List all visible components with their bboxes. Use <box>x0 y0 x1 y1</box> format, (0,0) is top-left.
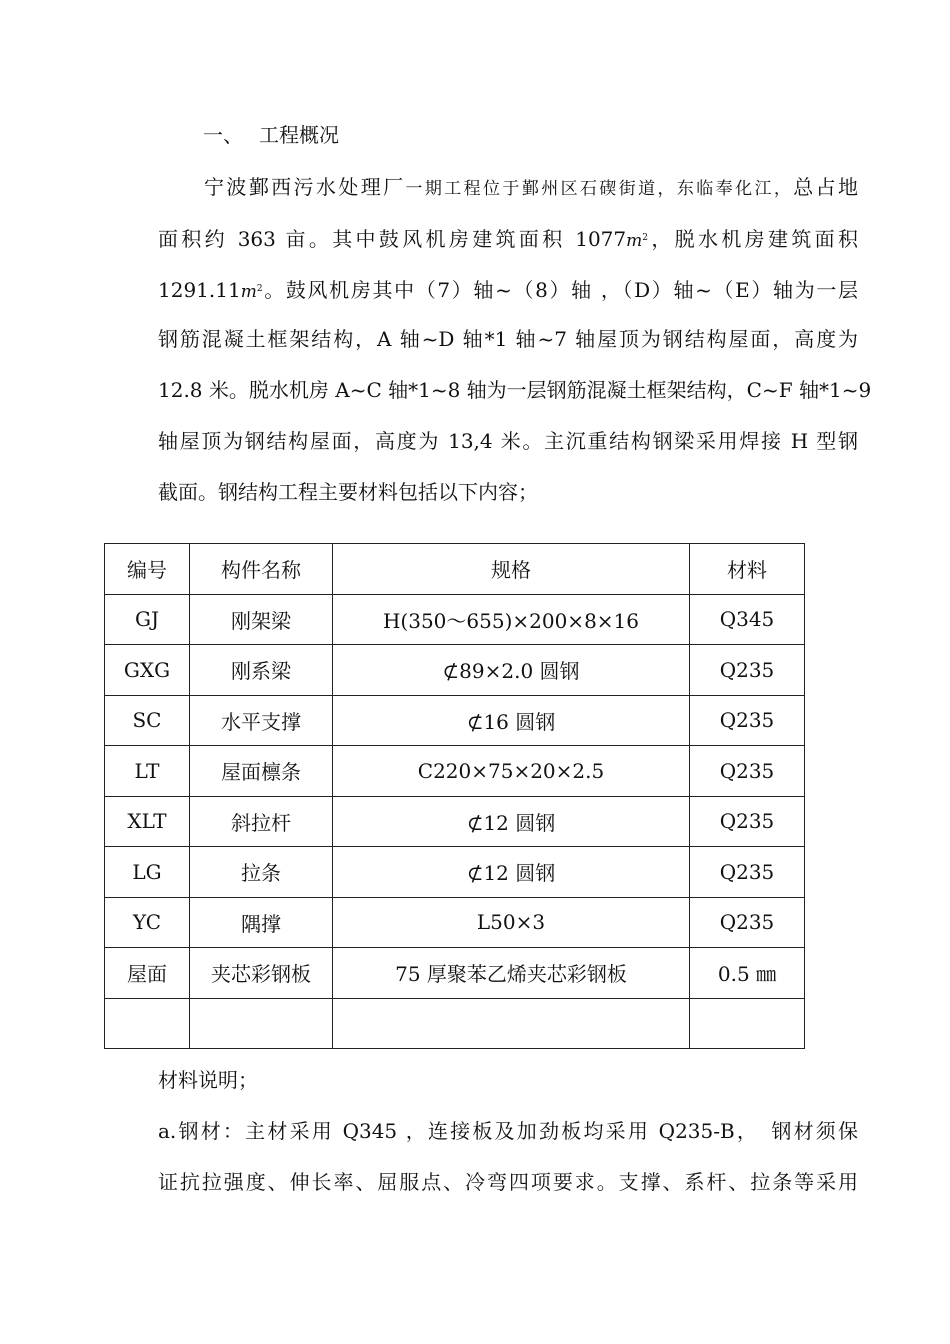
cell-code: 屋面 <box>105 948 190 999</box>
cell-material: Q235 <box>690 897 805 948</box>
cell-code <box>105 998 190 1049</box>
cell-material: Q235 <box>690 796 805 847</box>
cell-spec: ⊄89×2.0 圆钢 <box>333 645 690 696</box>
intro-line-2 <box>158 213 858 264</box>
intro-line-7: 截面。钢结构工程主要材料包括以下内容； <box>158 479 538 504</box>
cell-part-name: 拉条 <box>190 847 333 898</box>
notes-line-1: a.钢材：主材采用 Q345 ，连接板及加劲板均采用 Q235-B， 钢材须保 <box>158 1118 858 1143</box>
material-notes <box>158 1055 858 1207</box>
cell-material: Q235 <box>690 695 805 746</box>
header-code: 编号 <box>105 544 190 595</box>
header-part-name: 构件名称 <box>190 544 333 595</box>
table-header-row <box>105 544 805 595</box>
section-heading <box>203 120 339 150</box>
cell-material: 0.5 ㎜ <box>690 948 805 999</box>
cell-spec: ⊄12 圆钢 <box>333 847 690 898</box>
unit-square-meter-2: $m^2$ <box>240 281 263 302</box>
cell-spec: L50×3 <box>333 897 690 948</box>
cell-part-name: 斜拉杆 <box>190 796 333 847</box>
section-title: 工程概况 <box>259 123 339 147</box>
cell-code: XLT <box>105 796 190 847</box>
cell-material: Q235 <box>690 645 805 696</box>
unit-square-meter: $m^2$ <box>626 230 648 251</box>
cell-part-name: 水平支撑 <box>190 695 333 746</box>
table-row <box>105 948 805 999</box>
cell-material: Q345 <box>690 594 805 645</box>
header-spec: 规格 <box>333 544 690 595</box>
cell-material <box>690 998 805 1049</box>
intro-line-1-b: 一期工程位于鄞州区石碶街道，东临奉化江， <box>405 179 794 199</box>
intro-line-3 <box>158 264 858 315</box>
cell-spec: H(350～655)×200×8×16 <box>333 594 690 645</box>
intro-line-1-a: 宁波鄞西污水处理厂 <box>204 175 406 199</box>
cell-part-name: 隅撑 <box>190 897 333 948</box>
intro-line-4: 钢筋混凝土框架结构，A 轴~D 轴*1 轴~7 轴屋顶为钢结构屋面，高度为 <box>158 327 858 352</box>
cell-spec: ⊄16 圆钢 <box>333 695 690 746</box>
cell-code: GXG <box>105 645 190 696</box>
header-material: 材料 <box>690 544 805 595</box>
cell-part-name: 刚系梁 <box>190 645 333 696</box>
cell-spec: C220×75×20×2.5 <box>333 746 690 797</box>
table-row-empty <box>105 998 805 1049</box>
cell-spec <box>333 998 690 1049</box>
cell-part-name: 屋面檩条 <box>190 746 333 797</box>
cell-spec: ⊄12 圆钢 <box>333 796 690 847</box>
intro-line-1 <box>158 162 858 213</box>
intro-line-5: 12.8 米。脱水机房 A~C 轴*1~8 轴为一层钢筋混凝土框架结构，C~F 轴*1~9 <box>158 378 872 403</box>
table-row <box>105 645 805 696</box>
intro-line-2-b: ，脱水机房建筑面积 <box>648 226 858 251</box>
intro-paragraph <box>158 162 872 518</box>
cell-code: GJ <box>105 594 190 645</box>
table-row <box>105 796 805 847</box>
table-row <box>105 847 805 898</box>
table-row <box>105 695 805 746</box>
cell-spec: 75 厚聚苯乙烯夹芯彩钢板 <box>333 948 690 999</box>
cell-code: LT <box>105 746 190 797</box>
intro-line-2-a: 面积约 363 亩。其中鼓风机房建筑面积 1077 <box>158 226 627 251</box>
cell-code: LG <box>105 847 190 898</box>
notes-line-2: 证抗拉强度、伸长率、屈服点、冷弯四项要求。支撑、系杆、拉条等采用 <box>158 1169 858 1194</box>
intro-line-3-b: 。鼓风机房其中（7）轴~（8）轴 ，（D）轴~（E）轴为一层 <box>262 277 858 302</box>
table-row <box>105 594 805 645</box>
intro-line-1-c: 总占地 <box>793 175 859 199</box>
intro-line-3-a: 1291.11 <box>158 277 241 302</box>
materials-table <box>104 543 805 1049</box>
cell-code: SC <box>105 695 190 746</box>
table-row <box>105 897 805 948</box>
cell-code: YC <box>105 897 190 948</box>
cell-material: Q235 <box>690 746 805 797</box>
cell-material: Q235 <box>690 847 805 898</box>
cell-part-name: 刚架梁 <box>190 594 333 645</box>
cell-part-name <box>190 998 333 1049</box>
cell-part-name: 夹芯彩钢板 <box>190 948 333 999</box>
intro-line-6: 轴屋顶为钢结构屋面，高度为 13,4 米。主沉重结构钢梁采用焊接 H 型钢 <box>158 428 858 453</box>
table-row <box>105 746 805 797</box>
section-number: 一、 <box>203 123 243 147</box>
notes-title: 材料说明； <box>158 1068 258 1092</box>
